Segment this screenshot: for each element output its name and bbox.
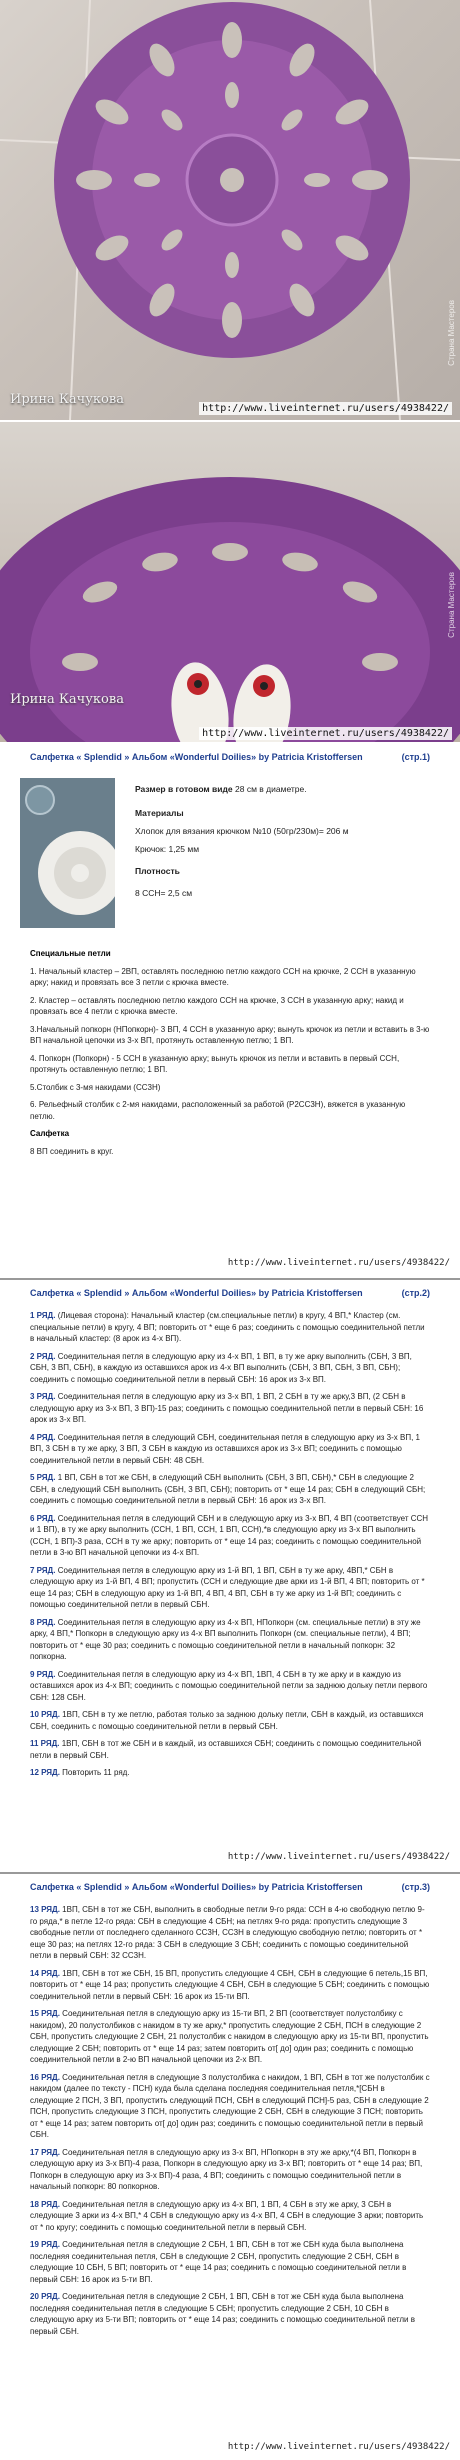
row-text: Соединительная петля в следующий СБН и в следующую арку из 3-х ВП, 4 ВП (соответствует ССН и 1 ВП), в ту же арку выполнить (ССН, 1 ВП, ССН, 1 ВП, ССН),*в следующую арку из 3-х ВП выполнить (ССН, 1 ВП)-3 раза, ССН в ту же арку; повторить от * еще 14 раз; соединить с помощью соединительной петли в 3-ю ВП начальной цепочки из 4-х ВП. [30, 1513, 429, 1557]
photo-author-caption: Ирина Качукова [10, 692, 124, 707]
doily-illustration [0, 0, 460, 420]
row-number: 18 РЯД. [30, 2199, 60, 2209]
row-number: 8 РЯД. [30, 1617, 56, 1627]
page-title: Салфетка « Splendid » Альбом «Wonderful Doilies» by Patricia Kristoffersen [30, 752, 363, 762]
row-text: (Лицевая сторона): Начальный кластер (см.специальные петли) в кругу, 4 ВП,* Кластер (см. специальные петли) в кругу, 4 ВП; повторить от * еще 6 раз; соединить с помощью соединительной петли в начальный кластер: (8 арок из 4-х ВП). [30, 1311, 425, 1343]
density-value: 8 ССН= 2,5 см [135, 888, 193, 898]
materials-label: Материалы [135, 808, 184, 818]
photo-author-caption: Ирина Качукова [10, 392, 124, 407]
row-text: 1ВП, СБН в тот же СБН и в каждый, из оставшихся СБН; соединить с помощью соединительной петли в первый СБН. [30, 1739, 422, 1760]
row-number: 5 РЯД. [30, 1473, 56, 1482]
photo-source-url[interactable]: http://www.liveinternet.ru/users/4938422/ [199, 727, 452, 740]
row-number: 2 РЯД. [30, 1351, 56, 1361]
row-number: 17 РЯД. [30, 2147, 60, 2157]
row-text: 1 ВП, СБН в тот же СБН, в следующий СБН выполнить (СБН, 3 ВП, СБН),* СБН в следующие 2 СБН, в следующий СБН выполнить (СБН, 3 ВП, СБН); повторить от * еще 14 раз; СБН в следующий СБН; соединить с помощью соединительной петли в первый СБН: 16 арок из 3-х ВП. [30, 1473, 426, 1505]
special-stitch-item: 5.Столбик с 3-мя накидами (СС3Н) [30, 1082, 161, 1092]
row-number: 9 РЯД. [30, 1669, 56, 1679]
row-text: 1ВП, СБН в ту же петлю, работая только за заднюю дольку петли, СБН в каждый, из оставшихся СБН, соединить с помощью соединительной петли в первый СБН. [30, 1710, 424, 1731]
watermark: Страна Мастеров [447, 572, 456, 638]
page-title: Салфетка « Splendid » Альбом «Wonderful Doilies» by Patricia Kristoffersen [30, 1288, 363, 1298]
row-number: 13 РЯД. [30, 1905, 60, 1914]
special-stitch-item: 3.Начальный попкорн (НПопкорн)- 3 ВП, 4 ССН в указанную арку; вынуть крючок из петли и вставить в 3-ю ВП начальной цепочки из 3-х ВП, протянуть оставленную петлю; 1 ВП. [30, 1024, 430, 1045]
row-number: 16 РЯД. [30, 2072, 60, 2082]
row-number: 20 РЯД. [30, 2292, 60, 2301]
special-stitch-item: 6. Рельефный столбик с 2-мя накидами, расположенный за работой (Р2СС3Н), вяжется в указанную петлю. [30, 1100, 406, 1121]
page-number: (стр.2) [401, 1288, 430, 1298]
row-number: 3 РЯД. [30, 1392, 56, 1401]
row-text: Соединительная петля в следующие 3 полустолбика с накидом, 1 ВП, СБН в тот же полустолбик с накидом (далее по тексту - ПСН) куда была сделана последняя соединительная петля,*[СБН в следующие 2 ПСН, 3 ВП, пропустить следующий ПСН, СБН в следующий ПСН]-5 раз, СБН в следующие 2 ПСН, пропустить следующие 3 ПСН, пропустить следующие 2 СБН, СБН в следующие 3 ПСН; повторить от * еще 14 раз; затем повторить от[ до] один раз; соединить с помощью соединительной петли в первый СБН. [30, 2072, 430, 2139]
row-number: 12 РЯД. [30, 1768, 60, 1777]
row-text: Соединительная петля в следующую арку из 4-х ВП, 1 ВП, в ту же арку выполнить (СБН, 3 ВП, СБН, 3 ВП, СБН), в каждую из оставшихся арок из 4-х ВП выполнить (СБН, 3 ВП, СБН, 3 ВП, СБН); соединить с помощью соединительной петли в первый СБН: 16 арок из 3-х ВП. [30, 1351, 412, 1384]
pattern-page-2 [0, 1282, 460, 1872]
page-divider [0, 1872, 460, 1874]
special-stitches-title: Специальные петли [30, 949, 111, 958]
row-text: 1ВП, СБН в тот же СБН, 15 ВП, пропустить следующие 4 СБН, СБН в следующие 6 петель,15 ВП, повторить от * еще 14 раз; пропустить следующие 4 СБН, СБН в следующие 5 СБН; соединить с помощью соединительной петли в первый СБН: 16 арок из 15-ти ВП. [30, 1968, 430, 2001]
doily-photo-2 [0, 422, 460, 742]
row-text: Соединительная петля в следующую арку из 3-х ВП, 1 ВП, 2 СБН в ту же арку,3 ВП, (2 СБН в следующую арку из 3-х ВП, 3 ВП)-15 раз; соединить с помощью соединительной петли в первый СБН: 16 арок из 3-х ВП. [30, 1392, 424, 1424]
watermark: Страна Мастеров [447, 300, 456, 366]
page-divider [0, 1278, 460, 1280]
row-text: Соединительная петля в следующий СБН, соединительная петля в следующую арку из 3-х ВП, 1 ВП, 3 СБН в ту же арку, 3 ВП, 3 СБН в каждую из оставшихся арок из 3-х ВП; соединить с помощью соединительной петли в первый СБН: 48 СБН. [30, 1432, 420, 1465]
materials-value: Хлопок для вязания крючком №10 (50гр/230м)= 206 м [135, 826, 349, 836]
page-number: (стр.1) [401, 752, 430, 762]
density-label: Плотность [135, 866, 180, 876]
source-url[interactable]: http://www.liveinternet.ru/users/4938422/ [227, 1258, 450, 1268]
row-number: 6 РЯД. [30, 1513, 56, 1523]
row-text: Соединительная петля в следующую арку из 4-х ВП, НПопкорн (см. специальные петли) в эту же арку, 4 ВП,* Попкорн в следующую арку из 4-х ВП выполнить Попкорн (см. специальные петли), 4 ВП; повторить от * еще 30 раз; соединить с помощью соединительной петли в начальный попкорн: 32 попкорна. [30, 1617, 421, 1661]
row-number: 14 РЯД. [30, 1968, 60, 1978]
special-stitch-item: 2. Кластер – оставлять последнюю петлю каждого ССН на крючке, 3 ССН в указанную арку; накид и провязать все 4 петли с крючка вместе. [30, 995, 404, 1016]
row-text: Соединительная петля в следующие 2 СБН, 1 ВП, СБН в тот же СБН куда была выполнена последняя соединительная петля, СБН в следующие 2 СБН, пропустить следующие 2 СБН, СБН в следующие 10 СБН, 5 ВП; повторить от * еще 14 раз; соединить с помощью соединительной петли в первый СБН: 16 арок из 5-ти ВП. [30, 2240, 407, 2284]
row-number: 19 РЯД. [30, 2240, 60, 2249]
special-stitch-item: 4. Попкорн (Попкорн) - 5 ССН в указанную арку; вынуть крючок из петли и вставить в первый ССН, протянуть оставленную петлю; 1 ВП. [30, 1053, 400, 1074]
row-text: Соединительная петля в следующую арку из 4-х ВП, 1 ВП, 4 СБН в эту же арку, 3 СБН в следующие 3 арки из 4-х ВП,* 4 СБН в следующую арку из 4-х ВП, 4 СБН в следующие 3 арки; повторить от * по кругу; соединить с помощью соединительной петли в первый СБН. [30, 2199, 424, 2232]
row-text: Повторить 11 ряд. [62, 1768, 130, 1777]
page-title: Салфетка « Splendid » Альбом «Wonderful Doilies» by Patricia Kristoffersen [30, 1882, 363, 1892]
napkin-label: Салфетка [30, 1129, 70, 1138]
row-text: Соединительная петля в следующую арку из 15-ти ВП, 2 ВП (соответствует полустолбику с накидом), 20 полустолбиков с накидом в ту же арку,* пропустить следующие 2 СБН, ПСН в следующие 2 СБН, пропустить следующие 2 СБН, 21 полустолбик с накидом в следующую арку из 15-ти ВП, пропустить следующие 2 СБН; повторить от * еще 14 раз; затем повторить от[ до] один раз; соединить с помощью соединительной петли в 2-ю ВП начальной цепочки из 2-х ВП. [30, 2009, 429, 2064]
pattern-page-3 [0, 1876, 460, 2460]
photo-source-url[interactable]: http://www.liveinternet.ru/users/4938422/ [199, 402, 452, 415]
size-value: 28 см в диаметре. [235, 784, 307, 794]
doily-thumbnail-illustration [20, 778, 115, 928]
row-text: Соединительная петля в следующую арку из 4-х ВП, 1ВП, 4 СБН в ту же арку и в каждую из оставшихся арок из 4-х ВП; соединить с помощью соединительной петли за заднюю дольку петли первого СБН: 128 СБН. [30, 1669, 428, 1702]
row-text: Соединительная петля в следующую арку из 3-х ВП, НПопкорн в эту же арку,*(4 ВП, Попкорн в следующую арку из 3-х ВП)-4 раза, Попкорн в следующую арку из 3-х ВП; повторить от * еще 14 раз; ВП, Попкорн в следующую арку из 3-х ВП)-4 раза, 4 ВП; соединить с помощью соединительной петли в начальный попкорн: 80 попкорнов. [30, 2147, 423, 2191]
row-number: 4 РЯД. [30, 1432, 56, 1442]
hook-size: Крючок: 1,25 мм [135, 844, 200, 854]
source-url[interactable]: http://www.liveinternet.ru/users/4938422/ [227, 2442, 450, 2452]
napkin-start: 8 ВП соединить в круг. [30, 1146, 114, 1156]
row-number: 15 РЯД. [30, 2009, 60, 2018]
doily-thumbnail [20, 778, 115, 928]
row-text: 1ВП, СБН в тот же СБН, выполнить в свободные петли 9-го ряда: ССН в 4-ю свободную петлю 9-го ряда,* в петле 12-го ряда: СБН в следующие 4 СБН; на петлях 9-го ряда: пропустить следующие 3 свободные петли от последнего сделанного СС3Н, СС3Н в следующую свободную петлю; повторить от * еще 30 раз; на петлях 12-го ряда: 3 СБН в следующие 3 СБН; соединить с помощью соединительной петли в первый СБН: 32 СС3Н. [30, 1905, 425, 1960]
special-stitch-item: 1. Начальный кластер – 2ВП, оставлять последнюю петлю каждого ССН на крючке, 2 ССН в указанную арку; накид и провязать все 3 петли с крючка вместе. [30, 966, 416, 987]
row-number: 10 РЯД. [30, 1710, 60, 1719]
row-text: Соединительная петля в следующие 2 СБН, 1 ВП, СБН в тот же СБН куда была выполнена последняя соединительная петля в следующие 5 СБН; пропустить следующие 2 СБН, 10 СБН в следующую арку из 5-ти ВП; повторить от * еще 14 раз; соединить с помощью соединительной петли в первый СБН. [30, 2292, 415, 2336]
size-label: Размер в готовом виде [135, 784, 233, 794]
row-text: Соединительная петля в следующую арку из 1-й ВП, 1 ВП, СБН в ту же арку, 4ВП,* СБН в следующую арку из 1-й ВП, 4 ВП; пропустить (ССН и следующие две арки из 1-й ВП, 4 ВП; повторить от * еще 14 раз; СБН в следующую арку из 1-й ВП, 4 ВП, 4 ВП, СБН в ту же арку из 1-й ВП; соединить с помощью соединительной петли в первый СБН. [30, 1565, 425, 1609]
pattern-page-1 [0, 748, 460, 1278]
row-number: 1 РЯД. [30, 1311, 56, 1320]
doily-photo-1 [0, 0, 460, 420]
row-number: 7 РЯД. [30, 1565, 56, 1575]
row-number: 11 РЯД. [30, 1739, 60, 1748]
source-url[interactable]: http://www.liveinternet.ru/users/4938422/ [227, 1852, 450, 1862]
page-number: (стр.3) [401, 1882, 430, 1892]
